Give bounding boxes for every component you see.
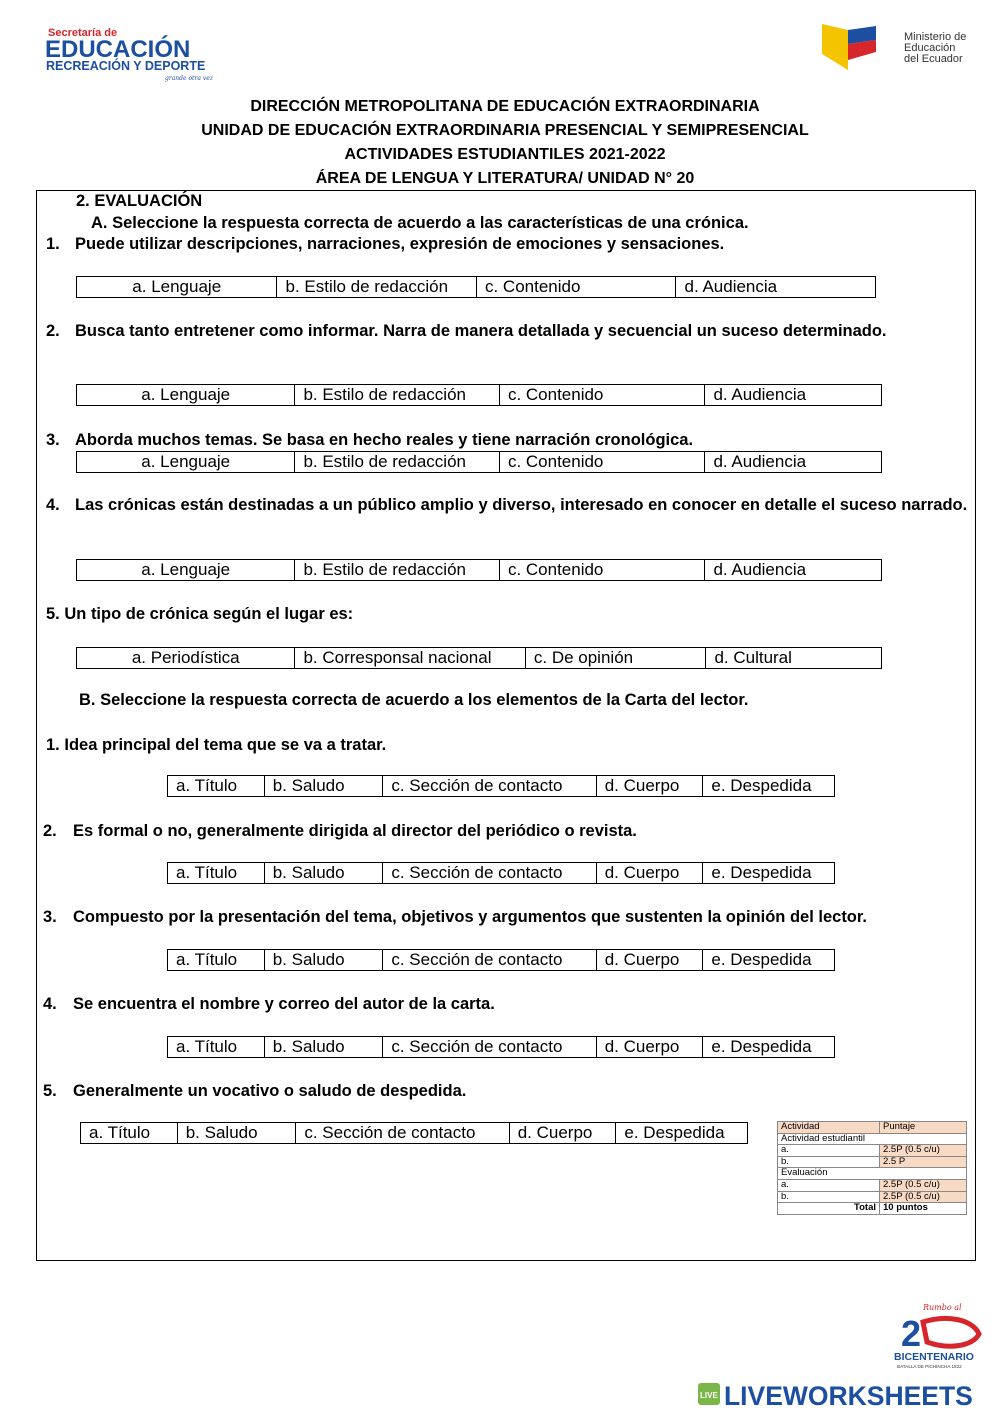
score-head-points: Puntaje [880, 1122, 967, 1134]
bicentenario-logo [893, 1300, 988, 1372]
question-number: 5. [46, 605, 60, 623]
score-total-value: 10 puntos [880, 1203, 967, 1215]
option-cell[interactable]: d. Audiencia [704, 560, 881, 580]
option-cell[interactable]: d. Cuerpo [509, 1123, 616, 1143]
option-cell[interactable]: e. Despedida [702, 950, 834, 970]
option-cell[interactable]: c. Contenido [476, 277, 676, 297]
option-cell[interactable]: c. Sección de contacto [382, 776, 595, 796]
score-row-label: b. [778, 1191, 880, 1203]
ministerio-educacion-logo [818, 22, 988, 74]
question-text: Se encuentra el nombre y correo del autor de la carta. [73, 995, 495, 1013]
question-number: 3. [46, 431, 60, 449]
option-cell[interactable]: b. Corresponsal nacional [294, 648, 524, 668]
bicent-line3: BATALLA DE PICHINCHA 1822 [897, 1364, 962, 1369]
question-text: Las crónicas están destinadas a un público amplio y diverso, interesado en conocer en detalle el suceso narrado. [75, 496, 968, 514]
option-cell[interactable]: b. Estilo de redacción [294, 452, 499, 472]
score-row-label: a. [778, 1179, 880, 1191]
liveworksheets-logo [698, 1379, 998, 1409]
score-row-value: 2.5P (0.5 c/u) [880, 1191, 967, 1203]
svg-text:2: 2 [901, 1313, 922, 1354]
option-cell[interactable]: b. Estilo de redacción [294, 560, 499, 580]
header-line3: ACTIVIDADES ESTUDIANTILES 2021-2022 [344, 146, 666, 163]
option-cell[interactable]: d. Audiencia [675, 277, 875, 297]
question-text: Puede utilizar descripciones, narraciones, expresión de emociones y sensaciones. [75, 235, 725, 253]
question-number: 3. [43, 908, 57, 926]
option-cell[interactable]: c. Sección de contacto [382, 1037, 595, 1057]
option-cell[interactable]: c. De opinión [525, 648, 706, 668]
option-cell[interactable]: b. Estilo de redacción [276, 277, 476, 297]
question-text: Un tipo de crónica según el lugar es: [64, 605, 354, 623]
question-text: Aborda muchos temas. Se basa en hecho reales y tiene narración cronológica. [75, 431, 694, 449]
score-table [777, 1121, 967, 1215]
header-line4: ÁREA DE LENGUA Y LITERATURA/ UNIDAD N° 20 [315, 170, 695, 187]
option-cell[interactable]: e. Despedida [702, 1037, 834, 1057]
options-b5 [80, 1122, 748, 1144]
score-row-value: 2.5P (0.5 c/u) [880, 1145, 967, 1157]
option-cell[interactable]: b. Saludo [177, 1123, 296, 1143]
secretaria-educacion-logo [45, 25, 230, 85]
option-cell[interactable]: e. Despedida [702, 776, 834, 796]
options-a1 [76, 276, 876, 298]
part-b-instruction: B. Seleccione la respuesta correcta de acuerdo a los elementos de la Carta del lector. [79, 691, 749, 709]
ministerio-line1: Ministerio de [904, 31, 967, 43]
option-cell[interactable]: a. Lenguaje [141, 560, 231, 579]
option-cell[interactable]: b. Saludo [264, 776, 383, 796]
option-cell[interactable]: c. Sección de contacto [382, 950, 595, 970]
secretaria-line4: grande otra vez [165, 75, 213, 82]
option-cell[interactable]: a. Título [89, 1123, 151, 1142]
secretaria-line1: Secretaría de [48, 27, 118, 39]
score-total-label: Total [778, 1203, 880, 1215]
option-cell[interactable]: c. Sección de contacto [295, 1123, 508, 1143]
options-a3 [76, 451, 882, 473]
option-cell[interactable]: a. Periodística [131, 648, 240, 667]
question-number: 2. [43, 822, 57, 840]
question-b1 [46, 734, 968, 756]
option-cell[interactable]: e. Despedida [615, 1123, 747, 1143]
question-text: Es formal o no, generalmente dirigida al director del periódico o revista. [73, 822, 637, 840]
options-b2 [167, 862, 835, 884]
score-group-label: Actividad estudiantil [778, 1133, 967, 1145]
option-cell[interactable]: d. Audiencia [704, 452, 881, 472]
question-text: Compuesto por la presentación del tema, objetivos y argumentos que sustenten la opinión del lector. [73, 908, 867, 926]
option-cell[interactable]: d. Audiencia [704, 385, 881, 405]
option-cell[interactable]: c. Contenido [499, 452, 705, 472]
question-a5 [46, 603, 968, 625]
liveworksheets-text: LIVEWORKSHEETS [724, 1381, 973, 1409]
question-number: 1. [46, 736, 60, 754]
secretaria-line3: RECREACIÓN Y DEPORTE [46, 59, 206, 73]
score-row-label: a. [778, 1145, 880, 1157]
option-cell[interactable]: b. Saludo [264, 1037, 383, 1057]
option-cell[interactable]: b. Saludo [264, 863, 383, 883]
option-cell[interactable]: a. Lenguaje [141, 385, 231, 404]
secretaria-line2: EDUCACIÓN [45, 36, 191, 63]
option-cell[interactable]: c. Sección de contacto [382, 863, 595, 883]
option-cell[interactable]: a. Título [176, 776, 238, 795]
option-cell[interactable]: a. Lenguaje [132, 277, 222, 296]
score-row-label: b. [778, 1156, 880, 1168]
score-row-value: 2.5 P [880, 1156, 967, 1168]
options-a2 [76, 384, 882, 406]
option-cell[interactable]: a. Título [176, 1037, 238, 1056]
option-cell[interactable]: c. Contenido [499, 385, 705, 405]
options-b3 [167, 949, 835, 971]
options-a5 [76, 647, 882, 669]
option-cell[interactable]: d. Cuerpo [596, 1037, 703, 1057]
option-cell[interactable]: d. Cuerpo [596, 950, 703, 970]
score-group-label: Evaluación [778, 1168, 967, 1180]
ministerio-line3: del Ecuador [904, 53, 963, 65]
option-cell[interactable]: d. Cuerpo [596, 863, 703, 883]
question-number: 2. [46, 322, 60, 340]
question-text: Generalmente un vocativo o saludo de despedida. [73, 1082, 467, 1100]
bicent-line1: Rumbo al [923, 1303, 962, 1312]
header-line2: UNIDAD DE EDUCACIÓN EXTRAORDINARIA PRESENCIAL Y SEMIPRESENCIAL [201, 122, 809, 139]
ministerio-line2: Educación [904, 42, 956, 54]
question-number: 1. [46, 235, 60, 253]
liveworksheets-badge: LIVE [700, 1391, 718, 1400]
question-number: 5. [43, 1082, 57, 1100]
score-head-activity: Actividad [778, 1122, 880, 1134]
option-cell[interactable]: b. Estilo de redacción [294, 385, 499, 405]
options-a4 [76, 559, 882, 581]
bicent-line2: BICENTENARIO [894, 1351, 974, 1363]
section-title: 2. EVALUACIÓN [76, 192, 203, 210]
score-row-value: 2.5P (0.5 c/u) [880, 1179, 967, 1191]
option-cell[interactable]: a. Título [176, 863, 238, 882]
question-text: Busca tanto entretener como informar. Narra de manera detallada y secuencial un suceso determinado. [75, 322, 887, 340]
option-cell[interactable]: a. Lenguaje [141, 452, 231, 471]
option-cell[interactable]: b. Saludo [264, 950, 383, 970]
option-cell[interactable]: c. Contenido [499, 560, 705, 580]
question-text: Idea principal del tema que se va a tratar. [64, 736, 387, 754]
question-number: 4. [46, 496, 60, 514]
options-b1 [167, 775, 835, 797]
score-header-row [778, 1122, 967, 1134]
question-number: 4. [43, 995, 57, 1013]
header-line1: DIRECCIÓN METROPOLITANA DE EDUCACIÓN EXTRAORDINARIA [250, 98, 760, 115]
part-a-instruction: A. Seleccione la respuesta correcta de acuerdo a las características de una crónica. [91, 214, 749, 232]
option-cell[interactable]: e. Despedida [702, 863, 834, 883]
options-b4 [167, 1036, 835, 1058]
option-cell[interactable]: d. Cuerpo [596, 776, 703, 796]
option-cell[interactable]: a. Título [176, 950, 238, 969]
option-cell[interactable]: d. Cultural [705, 648, 881, 668]
